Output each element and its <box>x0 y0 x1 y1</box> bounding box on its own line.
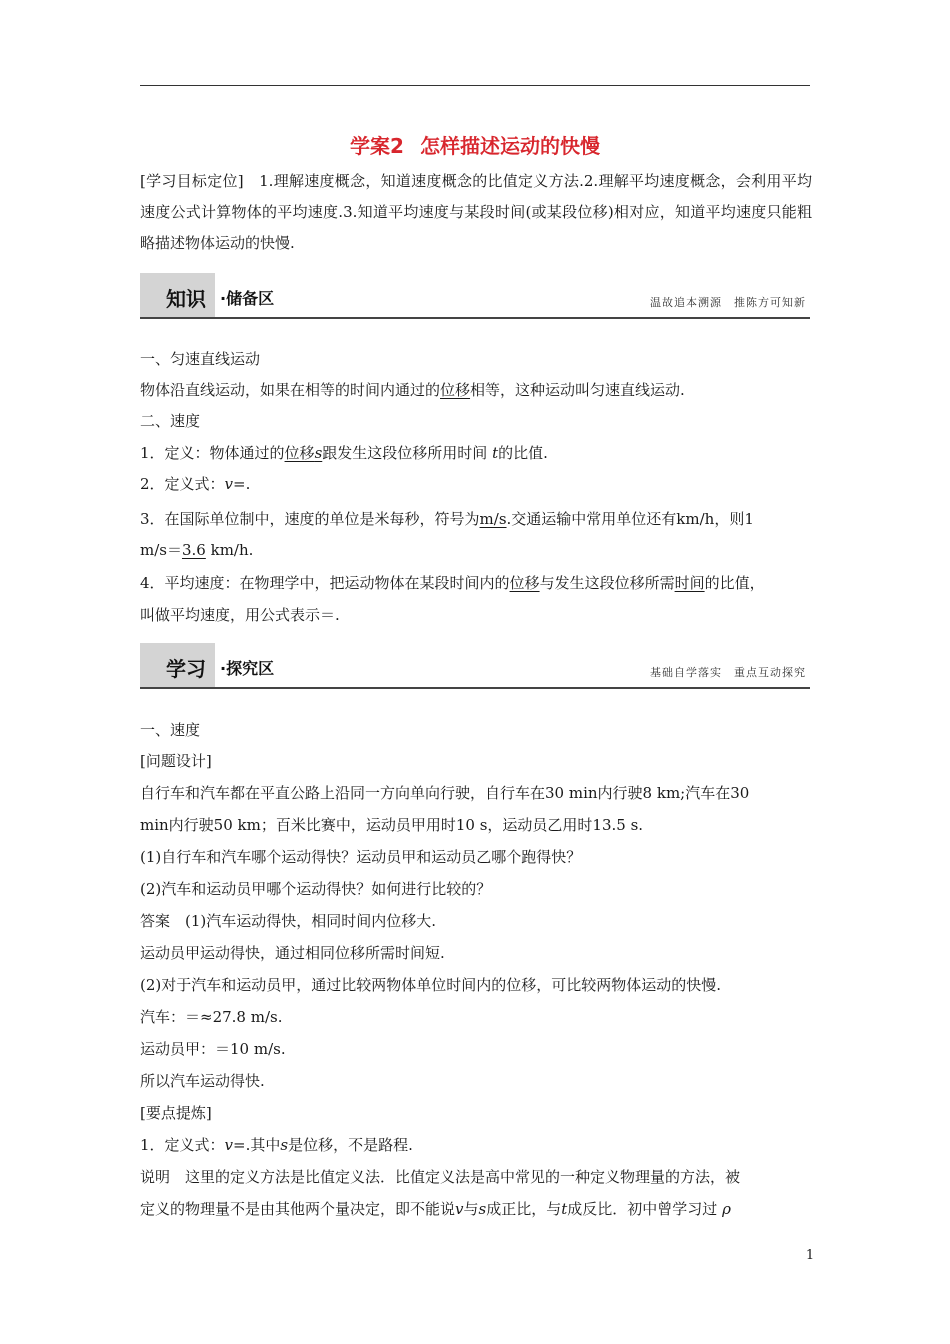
section-header-study <box>140 643 810 689</box>
note-line-1: 说明 这里的定义方法是比值定义法．比值定义法是高中常见的一种定义物理量的方法，被 <box>140 1168 741 1186</box>
learning-goals <box>140 166 812 259</box>
section-header-knowledge <box>140 273 810 319</box>
answer-3: (2)对于汽车和运动员甲，通过比较两物体单位时间内的位移，可比较两物体运动的快慢. <box>140 976 722 994</box>
section-main-label: 学习 <box>166 657 206 681</box>
heading-uniform-motion: 一、匀速直线运动 <box>140 350 261 368</box>
answer-5: 运动员甲：＝10 m/s. <box>140 1040 286 1058</box>
heading-speed-2: 一、速度 <box>140 721 201 739</box>
page-title <box>0 130 950 159</box>
goals-bracket: [学习目标定位] <box>140 172 244 190</box>
definition-3-cont: m/s＝3.6 km/h. <box>140 541 254 559</box>
section-slogan: 基础自学落实 重点互动探究 <box>650 666 806 679</box>
problem-line-1: 自行车和汽车都在平直公路上沿同一方向单向行驶，自行车在30 min内行驶8 km;汽车在30 <box>140 784 750 802</box>
key-point-1: 1．定义式：v=.其中s是位移，不是路程. <box>140 1136 413 1154</box>
section-rule <box>140 687 810 689</box>
top-rule <box>140 85 810 86</box>
question-2: (2)汽车和运动员甲哪个运动得快？如何进行比较的？ <box>140 880 492 898</box>
answer-2: 运动员甲运动得快，通过相同位移所需时间短. <box>140 944 445 962</box>
section-main-label: 知识 <box>166 287 206 311</box>
definition-4: 4．平均速度：在物理学中，把运动物体在某段时间内的位移与发生这段位移所需时间的比值， <box>140 574 765 592</box>
heading-speed: 二、速度 <box>140 412 201 430</box>
page-number: 1 <box>805 1248 815 1263</box>
definition-1: 1．定义：物体通过的位移s跟发生这段位移所用时间 t的比值. <box>140 444 548 462</box>
answer-1: 答案 (1)汽车运动得快，相同时间内位移大. <box>140 912 437 930</box>
definition-2: 2．定义式：v=. <box>140 475 251 493</box>
key-points-label: [要点提炼] <box>140 1104 212 1122</box>
section-sub-label: ·探究区 <box>220 659 275 678</box>
note-line-2: 定义的物理量不是由其他两个量决定，即不能说v与s成正比，与t成反比．初中曾学习过 ρ <box>140 1200 731 1218</box>
definition-4-cont: 叫做平均速度，用公式表示＝. <box>140 606 340 624</box>
title-label: 学案2 <box>350 134 404 158</box>
title-text: 怎样描述运动的快慢 <box>419 134 600 158</box>
answer-4: 汽车：＝≈27.8 m/s. <box>140 1008 283 1026</box>
section-sub-label: ·储备区 <box>220 289 275 308</box>
answer-6: 所以汽车运动得快. <box>140 1072 265 1090</box>
problem-design-label: [问题设计] <box>140 752 212 770</box>
problem-line-2: min内行驶50 km；百米比赛中，运动员甲用时10 s，运动员乙用时13.5 s. <box>140 816 644 834</box>
section-rule <box>140 317 810 319</box>
question-1: (1)自行车和汽车哪个运动得快？运动员甲和运动员乙哪个跑得快？ <box>140 848 582 866</box>
definition-3: 3．在国际单位制中，速度的单位是米每秒，符号为m/s.交通运输中常用单位还有km/h，则1 <box>140 510 754 528</box>
section-slogan: 温故追本溯源 推陈方可知新 <box>650 296 806 309</box>
goals-text: 1.理解速度概念，知道速度概念的比值定义方法.2.理解平均速度概念，会利用平均速度公式计算物体的平均速度.3.知道平均速度与某段时间(或某段位移)相对应，知道平均速度只能粗略描述物体运动的快慢. <box>140 172 812 252</box>
paragraph-uniform-motion: 物体沿直线运动，如果在相等的时间内通过的位移相等，这种运动叫匀速直线运动. <box>140 381 685 399</box>
